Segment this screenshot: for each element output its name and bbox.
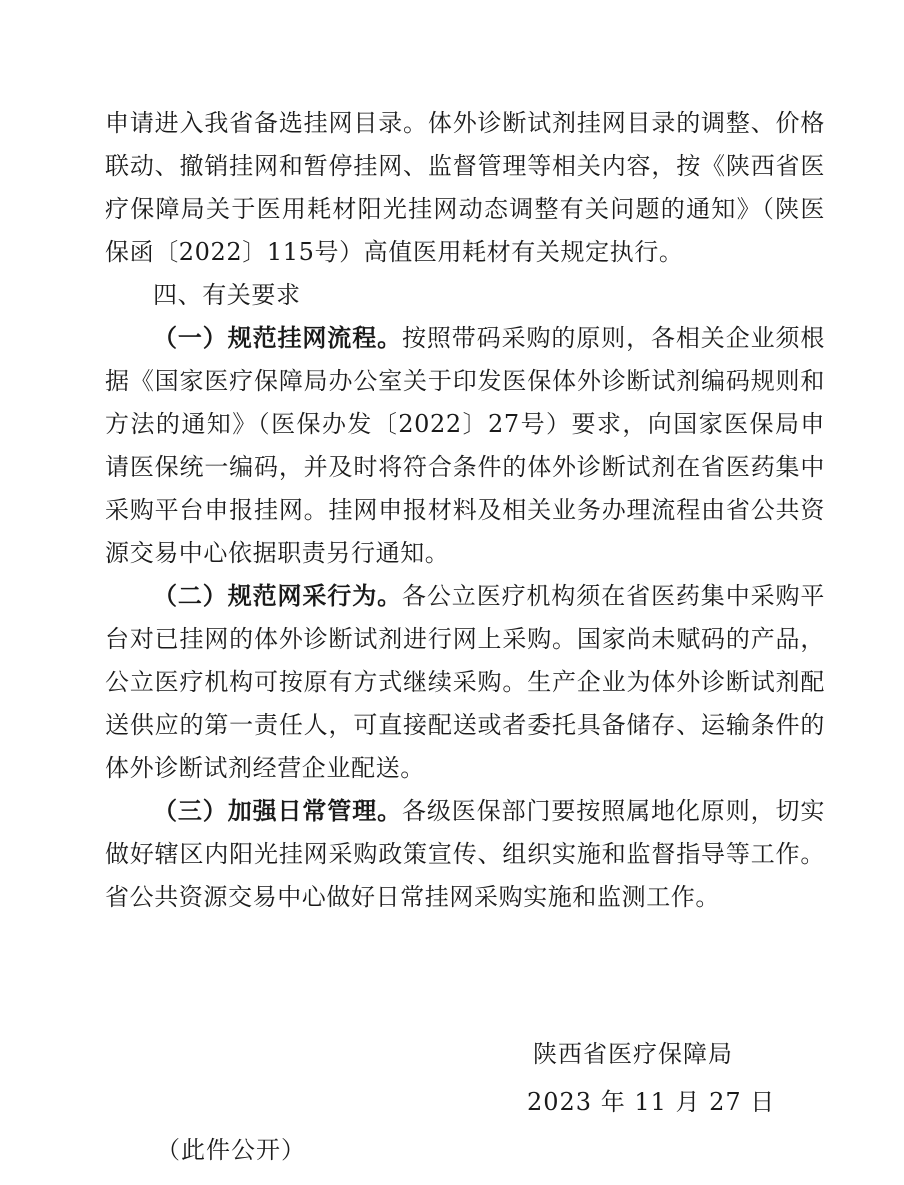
signature-date: 2023 年 11 月 27 日 (527, 1088, 776, 1116)
paragraph-continuation: 申请进入我省备选挂网目录。体外诊断试剂挂网目录的调整、价格联动、撤销挂网和暂停挂网、监督管理等相关内容，按《陕西省医疗保障局关于医用耗材阳光挂网动态调整有关问题的通知》（陕医保函〔2022〕115号）高值医用耗材有关规定执行。 (105, 109, 825, 266)
requirement-item-2-text: 各公立医疗机构须在省医药集中采购平台对已挂网的体外诊断试剂进行网上采购。国家尚未赋码的产品，公立医疗机构可按原有方式继续采购。生产企业为体外诊断试剂配送供应的第一责任人，可直接配送或者委托具备储存、运输条件的体外诊断试剂经营企业配送。 (105, 582, 825, 782)
signature-organization: 陕西省医疗保障局 (533, 1040, 733, 1068)
requirement-item-2 (105, 575, 825, 790)
requirement-item-3-text: 各级医保部门要按照属地化原则，切实做好辖区内阳光挂网采购政策宣传、组织实施和监督指导等工作。省公共资源交易中心做好日常挂网采购实施和监测工作。 (105, 797, 825, 911)
document-body (105, 102, 825, 919)
requirement-item-3 (105, 790, 825, 919)
requirement-item-1-title: （一）规范挂网流程。 (153, 324, 402, 352)
requirement-item-1-text: 按照带码采购的原则，各相关企业须根据《国家医疗保障局办公室关于印发医保体外诊断试剂编码规则和方法的通知》（医保办发〔2022〕27号）要求，向国家医保局申请医保统一编码，并及时将符合条件的体外诊断试剂在省医药集中采购平台申报挂网。挂网申报材料及相关业务办理流程由省公共资源交易中心依据职责另行通知。 (105, 324, 825, 567)
requirement-item-1 (105, 317, 825, 575)
requirement-item-3-title: （三）加强日常管理。 (153, 797, 402, 825)
section-heading: 四、有关要求 (153, 281, 301, 309)
disclosure-note: （此件公开） (156, 1136, 306, 1164)
requirement-item-2-title: （二）规范网采行为。 (153, 582, 402, 610)
